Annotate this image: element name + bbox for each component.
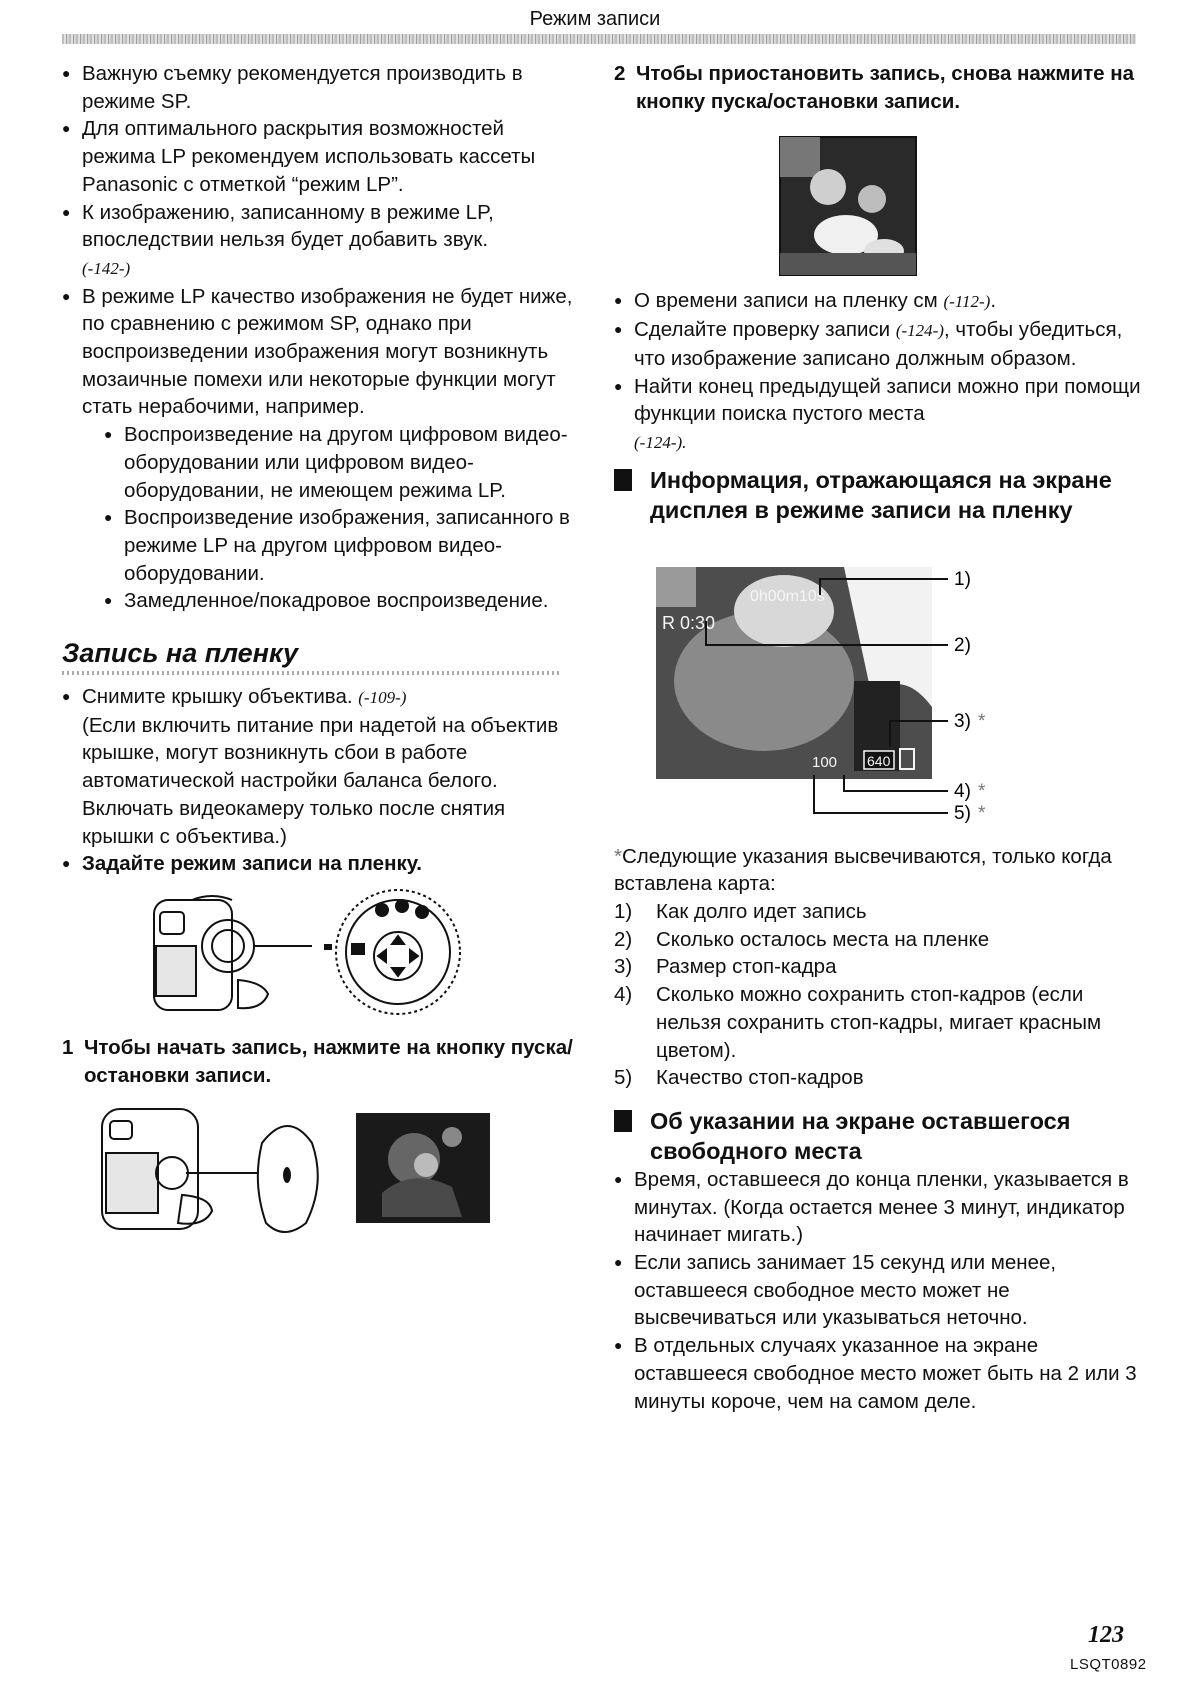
list-item: 3) Размер стоп-кадра — [614, 955, 837, 979]
page-ref: (-109-) — [358, 688, 407, 708]
list-item: 4) Сколько можно сохранить стоп-кадров (если нельзя сохранить стоп-кадры, мигает красным цветом). — [614, 983, 1102, 1062]
remain-bullet-3: ● В отдельных случаях указанное на экране оставшееся свободное место может быть на 2 или 3 минуты короче, чем на самом деле. — [614, 1332, 1146, 1415]
bullet-lens-cap: ● Снимите крышку объектива. (-109-) — [62, 683, 582, 712]
sub-bullet-1: ● Воспроизведение на другом цифровом видео-оборудовании или цифровом видео-оборудовании, не имеющем режима LP. — [104, 421, 582, 504]
camcorder-icon — [154, 896, 268, 1010]
callout-1: 1) — [954, 568, 971, 590]
card-note: *Следующие указания высвечиваются, только когда вставлена карта: — [614, 844, 1112, 896]
callout-4: 4) — [954, 780, 971, 802]
callout-2: 2) — [954, 634, 971, 656]
step-1: 1 Чтобы начать запись, нажмите на кнопку пуска/остановки записи. — [62, 1035, 573, 1087]
camera-mode-dial-illustration — [62, 884, 582, 1034]
page-number: 123 — [1088, 1622, 1124, 1648]
bullet-lp-cassette: ● Для оптимального раскрытия возможностей режима LP рекомендуем использовать кассеты Panasonic с отметкой “режим LP”. — [62, 115, 582, 198]
screen-still-size: 640 — [867, 752, 891, 769]
callout-4-star: * — [978, 780, 986, 802]
right-column — [614, 60, 1146, 1415]
list-item: 2) Сколько осталось места на пленке — [614, 927, 990, 951]
sub-bullet-3: ● Замедленное/покадровое воспроизведение. — [104, 587, 582, 615]
callout-5: 5) — [954, 802, 971, 824]
page-ref: (-124-) — [895, 321, 944, 341]
screen-remaining-tape: R 0:30 — [662, 612, 716, 633]
left-column — [62, 60, 582, 1241]
list-item: 5) Качество стоп-кадров — [614, 1066, 864, 1090]
callout-3: 3) — [954, 710, 971, 732]
remain-heading: Об указании на экране оставшегося свободного места — [614, 1106, 1146, 1166]
display-screen-diagram — [614, 541, 1146, 841]
step-2: 2 Чтобы приостановить запись, снова нажмите на кнопку пуска/остановки записи. — [614, 62, 1135, 113]
callout-3-star: * — [978, 710, 986, 732]
section-title: Запись на пленку — [62, 638, 299, 669]
doc-code: LSQT0892 — [1070, 1656, 1147, 1673]
bullet-sp: ● Важную съемку рекомендуется производить в режиме SP. — [62, 60, 582, 115]
bullet-lp-quality: ● В режиме LP качество изображения не будет ниже, по сравнению с режимом SP, однако при воспроизведении изображения могут возникнуть мозаичные помехи или некоторые функции могут стать нерабочими, например. — [62, 283, 582, 422]
screen-record-time: 0h00m10s — [750, 587, 825, 605]
record-button-illustration — [62, 1103, 582, 1241]
remain-bullet-1: ● Время, оставшееся до конца пленки, указывается в минутах. (Когда остается менее 3 минут, индикатор начинает мигать.) — [614, 1166, 1146, 1249]
section-underline — [62, 671, 562, 675]
remain-bullet-2: ● Если запись занимает 15 секунд или менее, оставшееся свободное место может не высвечиваться или указываться неточно. — [614, 1249, 1146, 1332]
info-heading: Информация, отражающаяся на экране дисплея в режиме записи на пленку — [614, 465, 1146, 525]
list-item: 1) Как долго идет запись — [614, 900, 867, 924]
screen-still-count: 100 — [812, 753, 838, 771]
photo-dog-barking — [356, 1113, 490, 1223]
page-ref: (-142-) — [82, 258, 131, 278]
bullet-blank-search: ● Найти конец предыдущей записи можно при помощи функции поиска пустого места (-124-). — [614, 373, 1146, 457]
mode-dial-icon — [336, 890, 460, 1014]
header-bar — [62, 34, 1136, 44]
callout-5-star: * — [978, 802, 986, 824]
photo-children-dog — [614, 135, 1146, 281]
bullet-record-check: ● Сделайте проверку записи (-124-), чтобы убедиться, что изображение записано должным образом. — [614, 316, 1146, 372]
bullet-lp-audio: ● К изображению, записанному в режиме LP, впоследствии нельзя будет добавить звук. (-142-) — [62, 199, 582, 283]
bullet-record-time: ● О времени записи на пленку см (-112-). — [614, 287, 1146, 316]
page-ref: (-112-) — [943, 292, 991, 312]
page-header-title: Режим записи — [529, 8, 661, 30]
lens-note: (Если включить питание при надетой на объектив крышке, могут возникнуть сбои в работе автоматической настройки баланса белого. Включать видеокамеру только после снятия крышки с объектива.) — [82, 713, 559, 848]
camcorder-icon — [102, 1109, 212, 1229]
bullet-set-mode: ● Задайте режим записи на пленку. — [62, 850, 582, 878]
sub-bullet-2: ● Воспроизведение изображения, записанного в режиме LP на другом цифровом видео-оборудовании. — [104, 504, 582, 587]
page-ref: (-124-). — [634, 432, 687, 452]
